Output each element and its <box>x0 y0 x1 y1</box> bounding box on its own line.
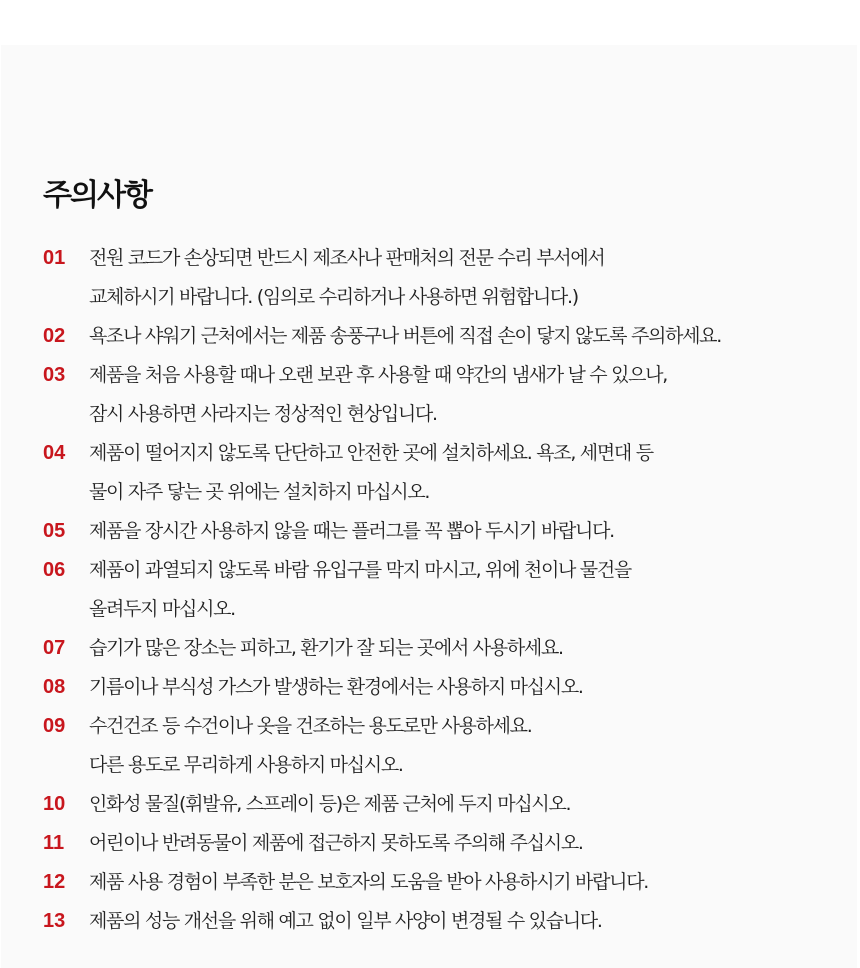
item-text-line: 올려두지 마십시오. <box>89 598 235 620</box>
precaution-item-12 <box>43 863 843 902</box>
precaution-item-09 <box>43 707 843 785</box>
precautions-panel <box>1 45 857 968</box>
item-number: 06 <box>43 559 66 581</box>
precaution-item-07 <box>43 629 843 668</box>
item-text-line: 수건건조 등 수건이나 옷을 건조하는 용도로만 사용하세요. <box>89 715 532 737</box>
item-text-line: 전원 코드가 손상되면 반드시 제조사나 판매처의 전문 수리 부서에서 <box>89 247 605 269</box>
item-text-line: 제품 사용 경험이 부족한 분은 보호자의 도움을 받아 사용하시기 바랍니다. <box>89 871 649 893</box>
item-text <box>89 785 843 824</box>
item-text <box>89 863 843 902</box>
item-text-line: 어린이나 반려동물이 제품에 접근하지 못하도록 주의해 주십시오. <box>89 832 583 854</box>
item-number: 02 <box>43 325 66 347</box>
item-text <box>89 707 843 785</box>
item-text-line: 물이 자주 닿는 곳 위에는 설치하지 마십시오. <box>89 481 430 503</box>
item-number: 13 <box>43 910 66 932</box>
item-number: 09 <box>43 715 66 737</box>
item-number: 11 <box>43 832 65 854</box>
item-text <box>89 512 843 551</box>
precaution-item-04 <box>43 434 843 512</box>
item-text <box>89 902 843 941</box>
item-text-line: 다른 용도로 무리하게 사용하지 마십시오. <box>89 754 403 776</box>
item-number: 12 <box>43 871 66 893</box>
item-text <box>89 356 843 434</box>
precautions-list <box>43 239 843 941</box>
item-text <box>89 239 843 317</box>
item-text-line: 제품을 장시간 사용하지 않을 때는 플러그를 꼭 뽑아 두시기 바랍니다. <box>89 520 614 542</box>
item-number: 07 <box>43 637 66 659</box>
item-text-line: 습기가 많은 장소는 피하고, 환기가 잘 되는 곳에서 사용하세요. <box>89 637 563 659</box>
precaution-item-13 <box>43 902 843 941</box>
item-number: 10 <box>43 793 66 815</box>
item-number: 05 <box>43 520 66 542</box>
item-text-line: 기름이나 부식성 가스가 발생하는 환경에서는 사용하지 마십시오. <box>89 676 583 698</box>
precaution-item-01 <box>43 239 843 317</box>
item-text-line: 제품을 처음 사용할 때나 오랜 보관 후 사용할 때 약간의 냄새가 날 수 있으나, <box>89 364 667 386</box>
item-text <box>89 824 843 863</box>
item-text-line: 제품이 과열되지 않도록 바람 유입구를 막지 마시고, 위에 천이나 물건을 <box>89 559 631 581</box>
precaution-item-02 <box>43 317 843 356</box>
item-text-line: 욕조나 샤워기 근처에서는 제품 송풍구나 버튼에 직접 손이 닿지 않도록 주의하세요. <box>89 325 721 347</box>
item-text-line: 교체하시기 바랍니다. (임의로 수리하거나 사용하면 위험합니다.) <box>89 286 578 308</box>
item-text-line: 제품이 떨어지지 않도록 단단하고 안전한 곳에 설치하세요. 욕조, 세면대 등 <box>89 442 653 464</box>
item-text <box>89 551 843 629</box>
precaution-item-05 <box>43 512 843 551</box>
item-number: 03 <box>43 364 66 386</box>
precaution-item-08 <box>43 668 843 707</box>
item-text-line: 제품의 성능 개선을 위해 예고 없이 일부 사양이 변경될 수 있습니다. <box>89 910 602 932</box>
section-title: 주의사항 <box>43 178 151 213</box>
precaution-item-06 <box>43 551 843 629</box>
item-text <box>89 317 843 356</box>
precaution-item-11 <box>43 824 843 863</box>
item-number: 01 <box>43 247 66 269</box>
precaution-item-10 <box>43 785 843 824</box>
item-text <box>89 629 843 668</box>
item-number: 04 <box>43 442 66 464</box>
item-number: 08 <box>43 676 66 698</box>
precaution-item-03 <box>43 356 843 434</box>
item-text <box>89 434 843 512</box>
item-text-line: 인화성 물질(휘발유, 스프레이 등)은 제품 근처에 두지 마십시오. <box>89 793 571 815</box>
item-text <box>89 668 843 707</box>
item-text-line: 잠시 사용하면 사라지는 정상적인 현상입니다. <box>89 403 437 425</box>
